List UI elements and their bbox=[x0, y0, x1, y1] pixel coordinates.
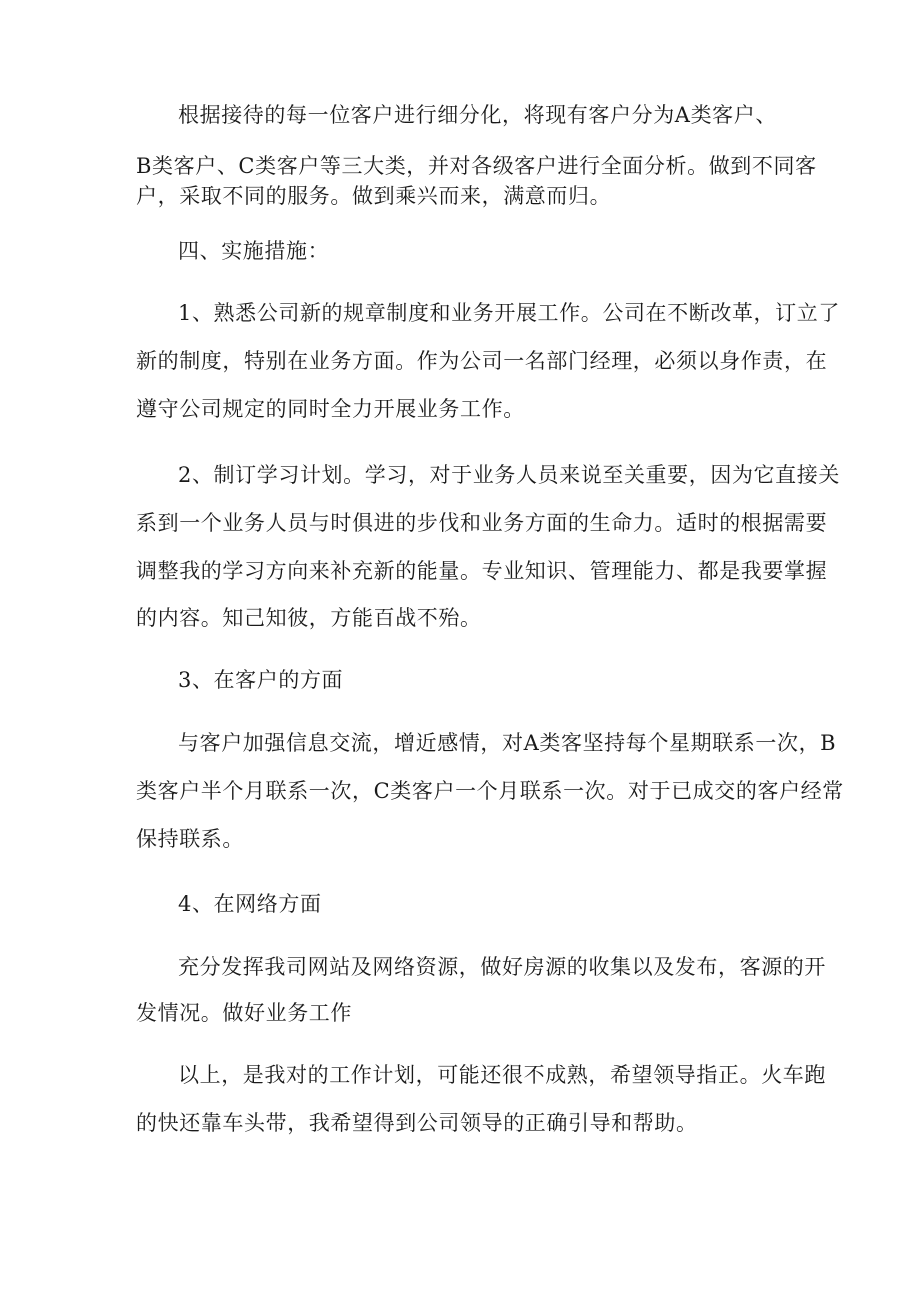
text-line: 1、熟悉公司新的规章制度和业务开展工作。公司在不断改革，订立了 bbox=[178, 301, 840, 325]
text-line: 的快还靠车头带，我希望得到公司领导的正确引导和帮助。 bbox=[136, 1111, 698, 1135]
text-line: 类客户半个月联系一次，C类客户一个月联系一次。对于已成交的客户经常 bbox=[136, 779, 844, 803]
text-line: 充分发挥我司网站及网络资源，做好房源的收集以及发布，客源的开 bbox=[178, 955, 826, 979]
text-line: B类客户、C类客户等三大类，并对各级客户进行全面分析。做到不同客 bbox=[136, 154, 817, 178]
text-line: 户，采取不同的服务。做到乘兴而来，满意而归。 bbox=[136, 184, 612, 208]
section-heading: 四、实施措施： bbox=[178, 239, 330, 263]
text-line: 调整我的学习方向来补充新的能量。专业知识、管理能力、都是我要掌握 bbox=[136, 559, 828, 583]
text-line: 发情况。做好业务工作 bbox=[136, 1001, 352, 1025]
text-line: 根据接待的每一位客户进行细分化，将现有客户分为A类客户、 bbox=[178, 103, 777, 127]
subsection-heading: 4、在网络方面 bbox=[178, 892, 322, 916]
text-line: 与客户加强信息交流，增近感情，对A类客坚持每个星期联系一次，B bbox=[178, 731, 837, 755]
text-line: 以上，是我对的工作计划，可能还很不成熟，希望领导指正。火车跑 bbox=[178, 1063, 826, 1087]
text-line: 2、制订学习计划。学习，对于业务人员来说至关重要，因为它直接关 bbox=[178, 463, 840, 487]
text-line: 保持联系。 bbox=[136, 827, 244, 851]
text-line: 遵守公司规定的同时全力开展业务工作。 bbox=[136, 397, 525, 421]
text-line: 新的制度，特别在业务方面。作为公司一名部门经理，必须以身作责，在 bbox=[136, 349, 828, 373]
text-line: 的内容。知己知彼，方能百战不殆。 bbox=[136, 606, 482, 630]
subsection-heading: 3、在客户的方面 bbox=[178, 668, 344, 692]
text-line: 系到一个业务人员与时俱进的步伐和业务方面的生命力。适时的根据需要 bbox=[136, 511, 828, 535]
